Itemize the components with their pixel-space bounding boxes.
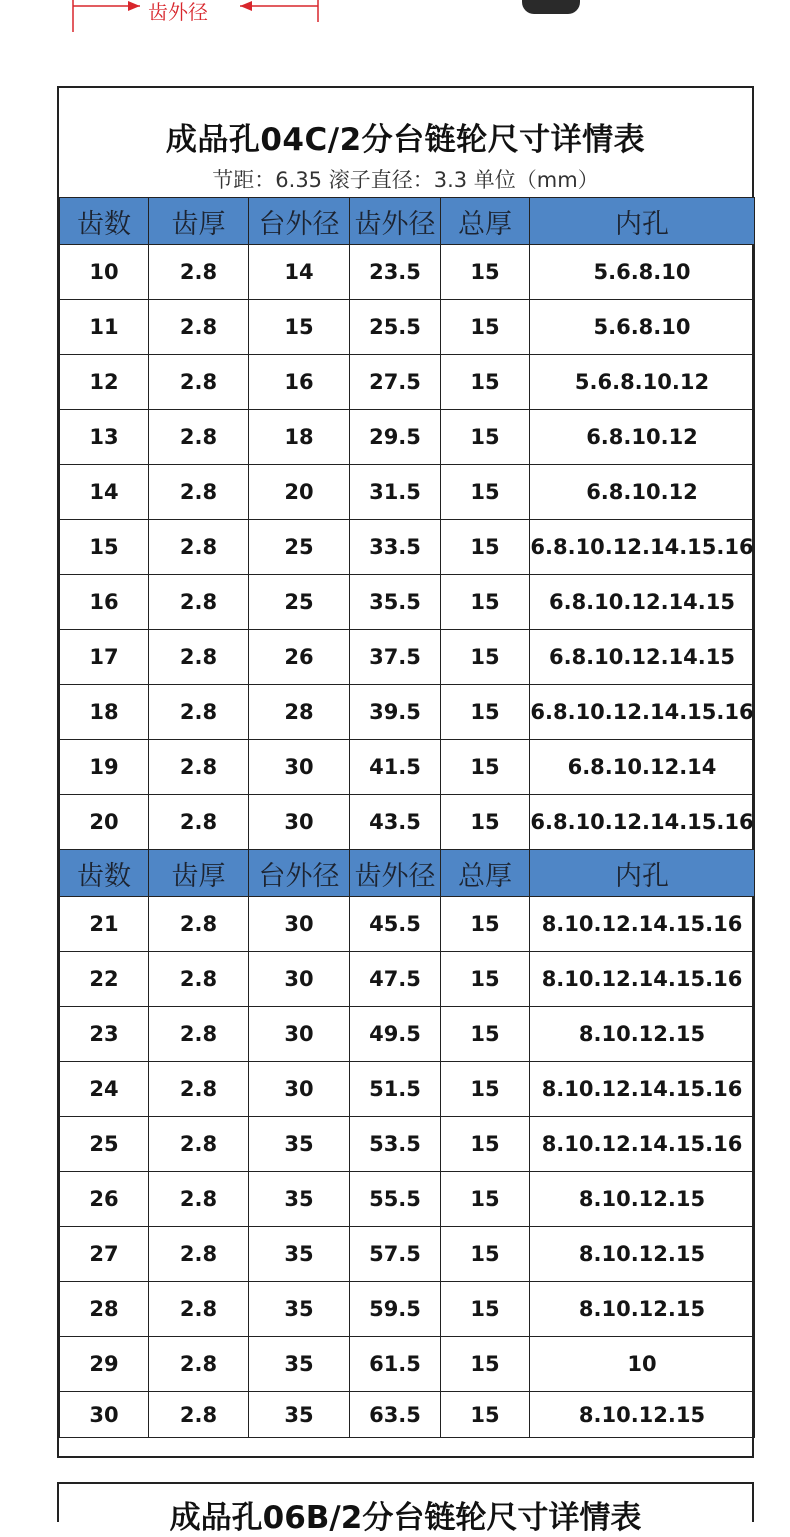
cell-bore: 8.10.12.15 bbox=[530, 1392, 755, 1438]
cell-tooth-thickness: 2.8 bbox=[149, 1172, 249, 1227]
cell-tooth-thickness: 2.8 bbox=[149, 952, 249, 1007]
cell-total-thickness: 15 bbox=[441, 1117, 530, 1172]
cell-teeth: 18 bbox=[60, 685, 149, 740]
cell-tooth-thickness: 2.8 bbox=[149, 410, 249, 465]
cell-total-thickness: 15 bbox=[441, 685, 530, 740]
header-hub-diameter: 台外径 bbox=[249, 850, 350, 897]
cell-teeth: 14 bbox=[60, 465, 149, 520]
cell-outer-diameter: 61.5 bbox=[350, 1337, 441, 1392]
cell-outer-diameter: 25.5 bbox=[350, 300, 441, 355]
cell-hub-diameter: 20 bbox=[249, 465, 350, 520]
cell-teeth: 25 bbox=[60, 1117, 149, 1172]
cell-outer-diameter: 29.5 bbox=[350, 410, 441, 465]
cell-teeth: 30 bbox=[60, 1392, 149, 1438]
table-row bbox=[60, 685, 755, 740]
cell-total-thickness: 15 bbox=[441, 740, 530, 795]
cell-teeth: 22 bbox=[60, 952, 149, 1007]
cell-outer-diameter: 41.5 bbox=[350, 740, 441, 795]
cell-bore: 6.8.10.12 bbox=[530, 410, 755, 465]
cell-hub-diameter: 14 bbox=[249, 245, 350, 300]
cell-bore: 5.6.8.10 bbox=[530, 300, 755, 355]
cell-tooth-thickness: 2.8 bbox=[149, 1117, 249, 1172]
header-hub-diameter: 台外径 bbox=[249, 198, 350, 245]
header-outer-diameter: 齿外径 bbox=[350, 850, 441, 897]
cell-bore: 6.8.10.12.14.15.16 bbox=[530, 795, 755, 850]
header-teeth: 齿数 bbox=[60, 198, 149, 245]
table-row bbox=[60, 897, 755, 952]
cell-tooth-thickness: 2.8 bbox=[149, 897, 249, 952]
cell-tooth-thickness: 2.8 bbox=[149, 1062, 249, 1117]
cell-bore: 6.8.10.12.14.15.16 bbox=[530, 685, 755, 740]
cell-outer-diameter: 51.5 bbox=[350, 1062, 441, 1117]
table-row bbox=[60, 300, 755, 355]
header-bore: 内孔 bbox=[530, 850, 755, 897]
cell-outer-diameter: 45.5 bbox=[350, 897, 441, 952]
cell-total-thickness: 15 bbox=[441, 1282, 530, 1337]
cell-hub-diameter: 30 bbox=[249, 1062, 350, 1117]
cell-hub-diameter: 28 bbox=[249, 685, 350, 740]
outer-diameter-label: 齿外径 bbox=[148, 0, 208, 24]
cell-bore: 8.10.12.14.15.16 bbox=[530, 952, 755, 1007]
cell-hub-diameter: 30 bbox=[249, 795, 350, 850]
cell-teeth: 10 bbox=[60, 245, 149, 300]
table-title: 成品孔04C/2分台链轮尺寸详情表 bbox=[165, 122, 646, 158]
cell-total-thickness: 15 bbox=[441, 245, 530, 300]
table-row bbox=[60, 1007, 755, 1062]
cell-total-thickness: 15 bbox=[441, 465, 530, 520]
spec-sheet bbox=[57, 86, 754, 1458]
cell-total-thickness: 15 bbox=[441, 1392, 530, 1438]
cell-hub-diameter: 25 bbox=[249, 520, 350, 575]
table-row bbox=[60, 1172, 755, 1227]
cell-bore: 8.10.12.15 bbox=[530, 1227, 755, 1282]
cell-teeth: 17 bbox=[60, 630, 149, 685]
header-total-thickness: 总厚 bbox=[441, 850, 530, 897]
cell-outer-diameter: 49.5 bbox=[350, 1007, 441, 1062]
cell-tooth-thickness: 2.8 bbox=[149, 1282, 249, 1337]
sprocket-image-fragment bbox=[522, 0, 580, 14]
cell-teeth: 21 bbox=[60, 897, 149, 952]
cell-bore: 8.10.12.15 bbox=[530, 1172, 755, 1227]
cell-bore: 5.6.8.10 bbox=[530, 245, 755, 300]
table-row bbox=[60, 465, 755, 520]
table-row bbox=[60, 952, 755, 1007]
cell-total-thickness: 15 bbox=[441, 1062, 530, 1117]
cell-outer-diameter: 35.5 bbox=[350, 575, 441, 630]
cell-hub-diameter: 30 bbox=[249, 740, 350, 795]
cell-hub-diameter: 16 bbox=[249, 355, 350, 410]
cell-outer-diameter: 27.5 bbox=[350, 355, 441, 410]
table-row bbox=[60, 1062, 755, 1117]
table-row bbox=[60, 630, 755, 685]
cell-total-thickness: 15 bbox=[441, 1227, 530, 1282]
table-row bbox=[60, 1282, 755, 1337]
cell-teeth: 23 bbox=[60, 1007, 149, 1062]
cell-tooth-thickness: 2.8 bbox=[149, 520, 249, 575]
cell-bore: 6.8.10.12.14.15 bbox=[530, 575, 755, 630]
cell-tooth-thickness: 2.8 bbox=[149, 300, 249, 355]
cell-teeth: 19 bbox=[60, 740, 149, 795]
cell-hub-diameter: 35 bbox=[249, 1172, 350, 1227]
cell-teeth: 26 bbox=[60, 1172, 149, 1227]
cell-tooth-thickness: 2.8 bbox=[149, 575, 249, 630]
cell-total-thickness: 15 bbox=[441, 1172, 530, 1227]
cell-teeth: 24 bbox=[60, 1062, 149, 1117]
sprocket-spec-table bbox=[59, 197, 755, 1438]
top-diagram bbox=[0, 0, 790, 40]
cell-hub-diameter: 30 bbox=[249, 952, 350, 1007]
table-row bbox=[60, 795, 755, 850]
title-block bbox=[59, 88, 752, 198]
cell-bore: 8.10.12.15 bbox=[530, 1282, 755, 1337]
cell-total-thickness: 15 bbox=[441, 1007, 530, 1062]
cell-outer-diameter: 47.5 bbox=[350, 952, 441, 1007]
cell-total-thickness: 15 bbox=[441, 952, 530, 1007]
cell-teeth: 20 bbox=[60, 795, 149, 850]
table-subtitle: 节距：6.35 滚子直径：3.3 单位（mm） bbox=[212, 168, 599, 192]
cell-outer-diameter: 31.5 bbox=[350, 465, 441, 520]
cell-bore: 8.10.12.14.15.16 bbox=[530, 1117, 755, 1172]
cell-bore: 6.8.10.12.14.15.16 bbox=[530, 520, 755, 575]
next-spec-sheet bbox=[57, 1482, 754, 1536]
cell-outer-diameter: 43.5 bbox=[350, 795, 441, 850]
cell-total-thickness: 15 bbox=[441, 355, 530, 410]
header-outer-diameter: 齿外径 bbox=[350, 198, 441, 245]
cell-teeth: 15 bbox=[60, 520, 149, 575]
header-total-thickness: 总厚 bbox=[441, 198, 530, 245]
cell-outer-diameter: 55.5 bbox=[350, 1172, 441, 1227]
cell-hub-diameter: 15 bbox=[249, 300, 350, 355]
cell-tooth-thickness: 2.8 bbox=[149, 1337, 249, 1392]
cell-bore: 8.10.12.15 bbox=[530, 1007, 755, 1062]
cell-total-thickness: 15 bbox=[441, 300, 530, 355]
dimension-arrows bbox=[0, 0, 790, 40]
table-row bbox=[60, 1337, 755, 1392]
table-row bbox=[60, 740, 755, 795]
cell-outer-diameter: 59.5 bbox=[350, 1282, 441, 1337]
cell-teeth: 13 bbox=[60, 410, 149, 465]
cell-tooth-thickness: 2.8 bbox=[149, 795, 249, 850]
cell-teeth: 29 bbox=[60, 1337, 149, 1392]
cell-outer-diameter: 63.5 bbox=[350, 1392, 441, 1438]
cell-hub-diameter: 35 bbox=[249, 1337, 350, 1392]
cell-total-thickness: 15 bbox=[441, 410, 530, 465]
cell-hub-diameter: 35 bbox=[249, 1392, 350, 1438]
cell-tooth-thickness: 2.8 bbox=[149, 685, 249, 740]
cell-outer-diameter: 39.5 bbox=[350, 685, 441, 740]
table-row bbox=[60, 355, 755, 410]
cell-hub-diameter: 35 bbox=[249, 1282, 350, 1337]
cell-outer-diameter: 33.5 bbox=[350, 520, 441, 575]
cell-hub-diameter: 26 bbox=[249, 630, 350, 685]
header-tooth-thickness: 齿厚 bbox=[149, 850, 249, 897]
cell-teeth: 12 bbox=[60, 355, 149, 410]
cell-tooth-thickness: 2.8 bbox=[149, 245, 249, 300]
cell-tooth-thickness: 2.8 bbox=[149, 1227, 249, 1282]
cell-total-thickness: 15 bbox=[441, 520, 530, 575]
cell-teeth: 27 bbox=[60, 1227, 149, 1282]
cell-total-thickness: 15 bbox=[441, 1337, 530, 1392]
header-tooth-thickness: 齿厚 bbox=[149, 198, 249, 245]
table-row bbox=[60, 575, 755, 630]
cell-tooth-thickness: 2.8 bbox=[149, 630, 249, 685]
table-body bbox=[60, 198, 755, 1438]
cell-tooth-thickness: 2.8 bbox=[149, 1392, 249, 1438]
cell-teeth: 16 bbox=[60, 575, 149, 630]
cell-outer-diameter: 23.5 bbox=[350, 245, 441, 300]
cell-hub-diameter: 35 bbox=[249, 1117, 350, 1172]
cell-bore: 6.8.10.12.14 bbox=[530, 740, 755, 795]
cell-outer-diameter: 37.5 bbox=[350, 630, 441, 685]
cell-bore: 8.10.12.14.15.16 bbox=[530, 897, 755, 952]
table-row bbox=[60, 1117, 755, 1172]
header-teeth: 齿数 bbox=[60, 850, 149, 897]
table-row bbox=[60, 520, 755, 575]
cell-total-thickness: 15 bbox=[441, 575, 530, 630]
cell-hub-diameter: 30 bbox=[249, 897, 350, 952]
table-header-row bbox=[60, 850, 755, 897]
cell-teeth: 11 bbox=[60, 300, 149, 355]
cell-total-thickness: 15 bbox=[441, 897, 530, 952]
cell-hub-diameter: 35 bbox=[249, 1227, 350, 1282]
cell-tooth-thickness: 2.8 bbox=[149, 1007, 249, 1062]
table-row bbox=[60, 410, 755, 465]
cell-hub-diameter: 25 bbox=[249, 575, 350, 630]
cell-total-thickness: 15 bbox=[441, 795, 530, 850]
cell-bore: 10 bbox=[530, 1337, 755, 1392]
header-bore: 内孔 bbox=[530, 198, 755, 245]
cell-tooth-thickness: 2.8 bbox=[149, 740, 249, 795]
cell-tooth-thickness: 2.8 bbox=[149, 355, 249, 410]
cell-bore: 5.6.8.10.12 bbox=[530, 355, 755, 410]
cell-hub-diameter: 30 bbox=[249, 1007, 350, 1062]
table-row bbox=[60, 1392, 755, 1438]
cell-outer-diameter: 53.5 bbox=[350, 1117, 441, 1172]
cell-bore: 8.10.12.14.15.16 bbox=[530, 1062, 755, 1117]
cell-bore: 6.8.10.12 bbox=[530, 465, 755, 520]
cell-bore: 6.8.10.12.14.15 bbox=[530, 630, 755, 685]
table-row bbox=[60, 245, 755, 300]
cell-tooth-thickness: 2.8 bbox=[149, 465, 249, 520]
table-header-row bbox=[60, 198, 755, 245]
table-row bbox=[60, 1227, 755, 1282]
cell-total-thickness: 15 bbox=[441, 630, 530, 685]
cell-hub-diameter: 18 bbox=[249, 410, 350, 465]
cell-outer-diameter: 57.5 bbox=[350, 1227, 441, 1282]
next-table-title: 成品孔06B/2分台链轮尺寸详情表 bbox=[169, 1500, 642, 1536]
cell-teeth: 28 bbox=[60, 1282, 149, 1337]
